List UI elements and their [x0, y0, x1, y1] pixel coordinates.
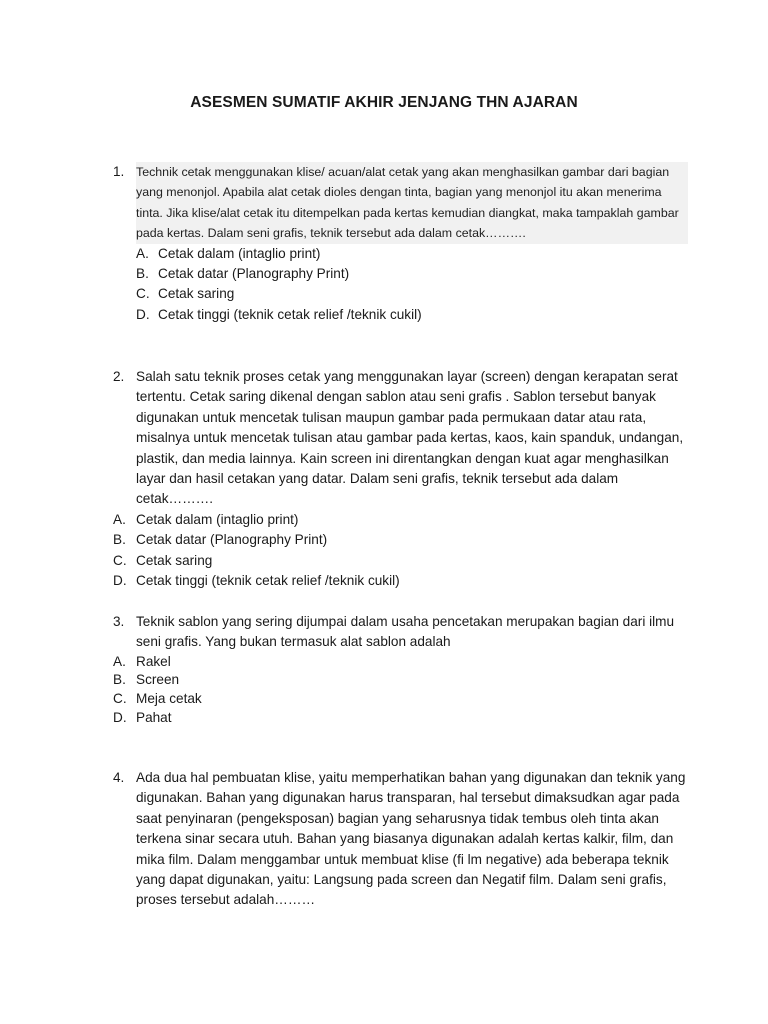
option-letter: B. — [136, 266, 149, 282]
question-1-options — [113, 244, 688, 326]
option-c — [113, 690, 688, 709]
question-2 — [113, 367, 688, 591]
question-text: Teknik sablon yang sering dijumpai dalam usaha pencetakan merupakan bagian dari ilmu seni grafis. Yang bukan termasuk alat sablon adalah — [136, 614, 675, 650]
question-3-stem — [113, 612, 688, 653]
option-d — [113, 709, 688, 728]
option-letter: A. — [113, 653, 126, 669]
option-c — [113, 284, 688, 304]
option-b — [113, 671, 688, 690]
option-text: Cetak saring — [136, 552, 213, 568]
question-1-stem — [113, 162, 688, 244]
option-letter: C. — [136, 286, 150, 302]
option-c — [113, 551, 688, 571]
question-number: 1. — [113, 164, 125, 179]
option-text: Meja cetak — [136, 691, 202, 706]
question-3 — [113, 612, 688, 727]
option-text: Cetak dalam (intaglio print) — [136, 511, 299, 527]
option-letter: B. — [113, 672, 126, 688]
option-a — [113, 244, 688, 264]
option-text: Pahat — [136, 709, 172, 725]
option-text: Cetak tinggi (teknik cetak relief /teknik cukil) — [136, 573, 400, 589]
option-letter: A. — [136, 245, 149, 261]
question-3-options — [113, 653, 688, 727]
question-text: Salah satu teknik proses cetak yang menggunakan layar (screen) dengan kerapatan serat tertentu. Cetak saring dikenal dengan sablon atau seni grafis . Sablon tersebut banyak digunakan untuk mencetak tulisan maupun gambar pada permukaan datar atau rata, misalnya untuk mencetak tulisan atau gambar pada kertas, kaos, kain spanduk, undangan, plastik, dan media lainnya. Kain screen ini direntangkan dengan kuat agar menghasilkan layar dan hasil cetakan yang datar. Dalam seni grafis, teknik tersebut ada dalam cetak………. — [136, 369, 684, 507]
option-d — [113, 571, 688, 591]
question-4-stem — [113, 768, 688, 911]
question-2-options — [113, 510, 688, 592]
option-letter: D. — [136, 306, 150, 322]
option-d — [113, 305, 688, 325]
option-b — [113, 264, 688, 284]
question-text: Ada dua hal pembuatan klise, yaitu memperhatikan bahan yang digunakan dan teknik yang digunakan. Bahan yang digunakan harus transparan, hal tersebut dimaksudkan agar pada saat penyinaran (pengeksposan) bagian yang seharusnya tidak tembus oleh tinta akan terkena sinar secara utuh. Bahan yang biasanya digunakan adalah kertas kalkir, film, dan mika film. Dalam menggambar untuk membuat klise (fi lm negative) ada beberapa teknik yang dapat digunakan, yaitu: Langsung pada screen dan Negatif film. Dalam seni grafis, proses tersebut adalah……… — [136, 770, 686, 908]
option-letter: A. — [113, 511, 126, 527]
question-number: 3. — [113, 614, 125, 629]
option-letter: C. — [113, 552, 127, 568]
option-text: Cetak tinggi (teknik cetak relief /teknik cukil) — [158, 306, 422, 322]
question-4 — [113, 768, 688, 911]
option-letter: C. — [113, 691, 127, 706]
option-letter: B. — [113, 532, 126, 548]
option-text: Cetak dalam (intaglio print) — [158, 245, 321, 261]
question-number: 2. — [113, 369, 125, 384]
option-letter: D. — [113, 709, 127, 725]
option-text: Screen — [136, 672, 180, 688]
question-2-stem — [113, 367, 688, 510]
question-1 — [113, 162, 688, 325]
option-b — [113, 530, 688, 550]
question-text: Technik cetak menggunakan klise/ acuan/alat cetak yang akan menghasilkan gambar dari bagian yang menonjol. Apabila alat cetak dioles dengan tinta, bagian yang menonjol itu akan menerima tinta. Jika klise/alat cetak itu ditempelkan pada kertas kemudian diangkat, maka tampaklah gambar pada kertas. Dalam seni grafis, teknik tersebut ada dalam cetak………. — [136, 162, 688, 244]
option-letter: D. — [113, 573, 127, 589]
option-a — [113, 653, 688, 672]
document-title: ASESMEN SUMATIF AKHIR JENJANG THN AJARAN — [190, 94, 578, 111]
option-a — [113, 510, 688, 530]
question-number: 4. — [113, 770, 125, 785]
option-text: Cetak saring — [158, 286, 235, 302]
option-text: Rakel — [136, 653, 171, 669]
option-text: Cetak datar (Planography Print) — [136, 532, 328, 548]
option-text: Cetak datar (Planography Print) — [158, 266, 350, 282]
